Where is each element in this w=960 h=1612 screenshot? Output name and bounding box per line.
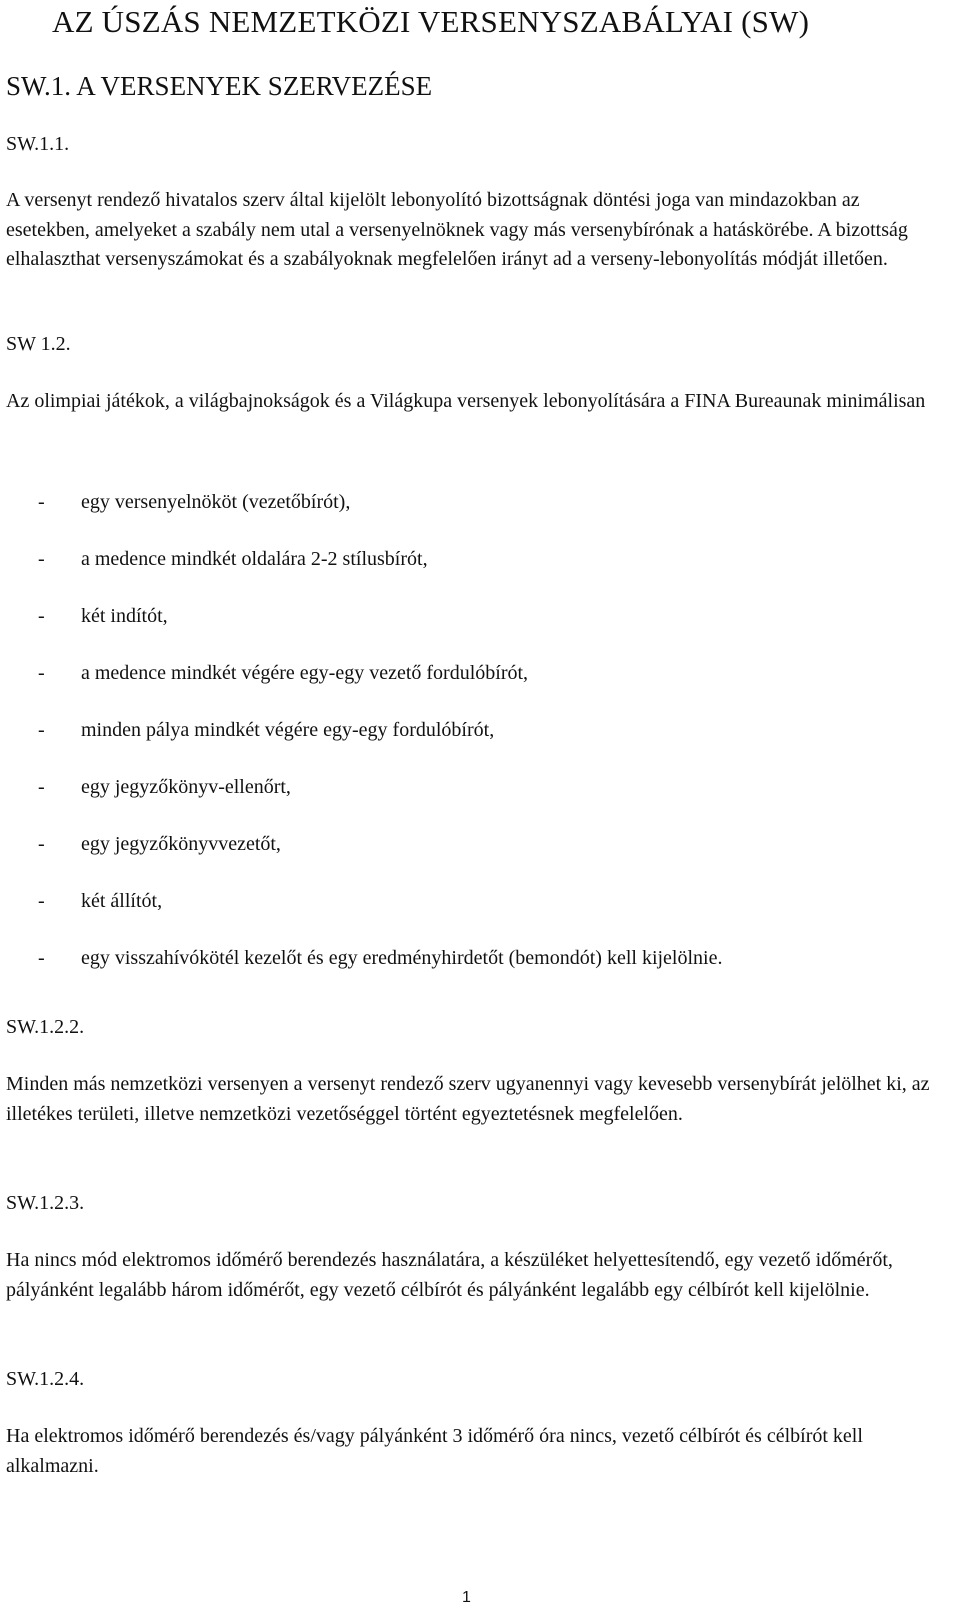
list-item-text: a medence mindkét oldalára 2-2 stílusbírót, <box>81 548 428 570</box>
list-item-text: két indítót, <box>81 605 168 627</box>
list-item <box>0 887 940 916</box>
list-item-text: minden pálya mindkét végére egy-egy fordulóbírót, <box>81 719 495 741</box>
rule-number-1-1: SW.1.1. <box>6 133 70 155</box>
list-dash: - <box>38 947 45 969</box>
page-number: 1 <box>462 1589 471 1606</box>
list-dash: - <box>38 719 45 741</box>
list-item-text: egy versenyelnököt (vezetőbírót), <box>81 491 351 513</box>
list-item <box>0 716 940 745</box>
list-dash: - <box>38 662 45 684</box>
list-item <box>0 944 940 973</box>
list-item-text: a medence mindkét végére egy-egy vezető fordulóbírót, <box>81 662 529 684</box>
list-item-text: egy jegyzőkönyv-ellenőrt, <box>81 776 291 798</box>
rule-text-1-2-4: Ha elektromos időmérő berendezés és/vagy pályánként 3 időmérő óra nincs, vezető célbírót és célbírót kell alkalmazni. <box>6 1425 863 1477</box>
list-item <box>0 773 940 802</box>
section-title: SW.1. A VERSENYEK SZERVEZÉSE <box>6 71 433 101</box>
rule-number-1-2: SW 1.2. <box>6 333 71 355</box>
list-item <box>0 602 940 631</box>
rule-text-1-1: A versenyt rendező hivatalos szerv által kijelölt lebonyolító bizottságnak döntési joga van mindazokban az esetekben, amelyeket a szabály nem utal a versenyelnöknek vagy más versenybírónak a hatáskörébe. A bizottság elhalaszthat versenyszámokat és a szabályoknak megfelelően irányt ad a verseny-lebonyolítás módját illetően. <box>6 189 908 270</box>
rule-number-1-2-4: SW.1.2.4. <box>6 1368 85 1390</box>
rule-text-1-2: Az olimpiai játékok, a világbajnokságok és a Világkupa versenyek lebonyolítására a FINA Bureaunak minimálisan <box>6 390 926 412</box>
rule-text-1-2-3: Ha nincs mód elektromos időmérő berendezés használatára, a készüléket helyettesítendő, egy vezető időmérőt, pályánként legalább három időmérőt, egy vezető célbírót és pályánként legalább egy célbírót kell kijelölnie. <box>6 1249 893 1301</box>
list-item <box>0 545 940 574</box>
list-dash: - <box>38 776 45 798</box>
rule-text-1-2-2: Minden más nemzetközi versenyen a versenyt rendező szerv ugyanennyi vagy kevesebb versenybírát jelölhet ki, az illetékes területi, illetve nemzetközi vezetőséggel történt egyeztetésnek megfelelően. <box>6 1073 930 1125</box>
list-dash: - <box>38 491 45 513</box>
document-title: AZ ÚSZÁS NEMZETKÖZI VERSENYSZABÁLYAI (SW) <box>52 4 810 39</box>
list-dash: - <box>38 833 45 855</box>
list-item <box>0 830 940 859</box>
list-dash: - <box>38 605 45 627</box>
list-item <box>0 488 940 517</box>
list-item-text: egy jegyzőkönyvvezetőt, <box>81 833 281 855</box>
rule-number-1-2-2: SW.1.2.2. <box>6 1016 85 1038</box>
list-dash: - <box>38 890 45 912</box>
list-dash: - <box>38 548 45 570</box>
list-item-text: két állítót, <box>81 890 163 912</box>
rule-number-1-2-3: SW.1.2.3. <box>6 1192 85 1214</box>
list-item-text: egy visszahívókötél kezelőt és egy eredményhirdetőt (bemondót) kell kijelölnie. <box>81 947 723 969</box>
list-item <box>0 659 940 688</box>
